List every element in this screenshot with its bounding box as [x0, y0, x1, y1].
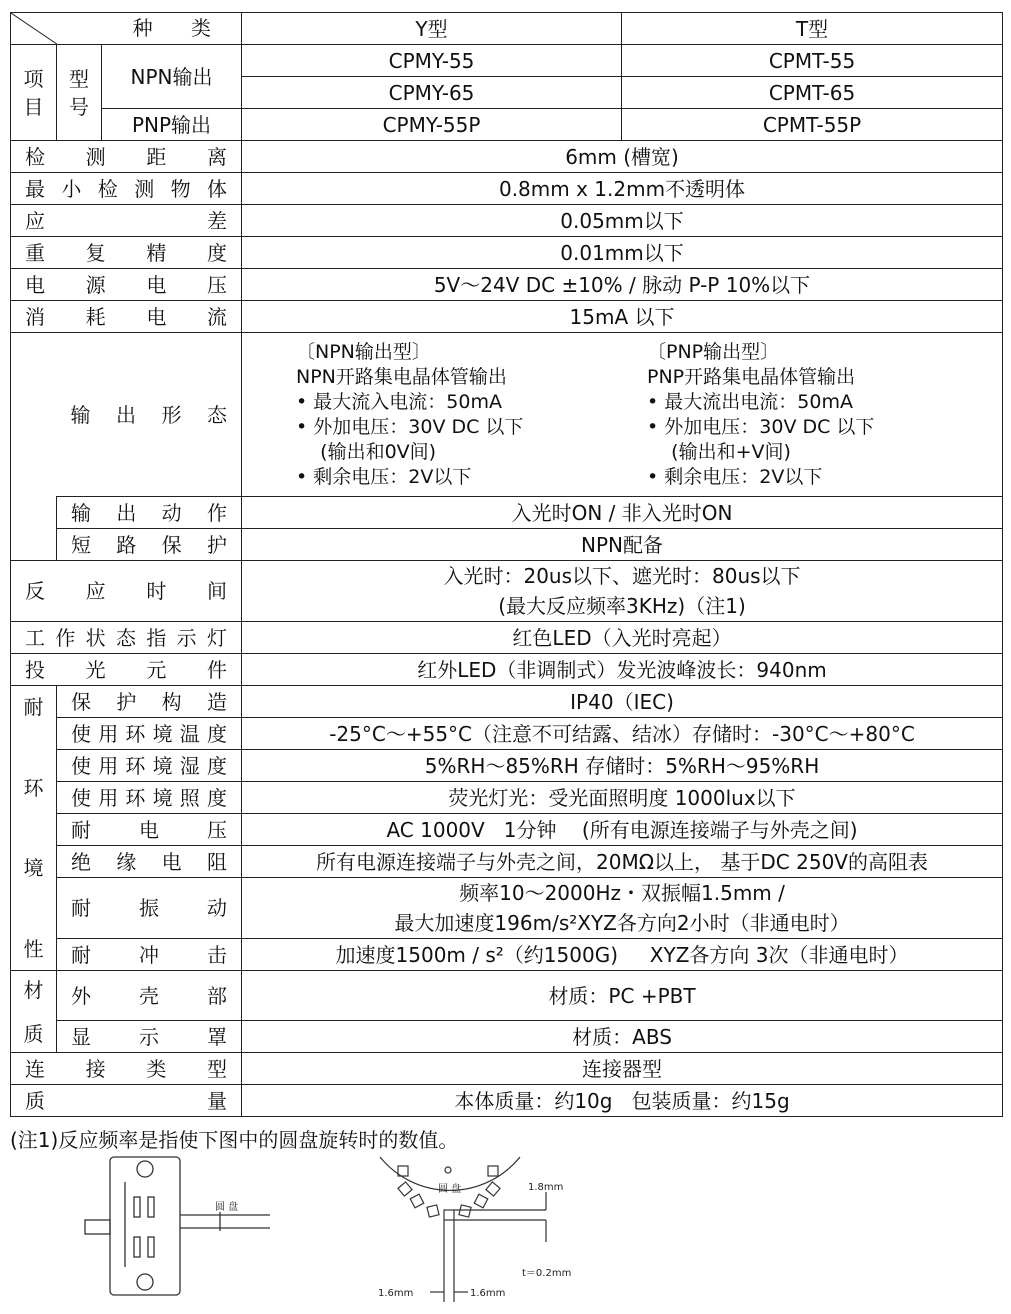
- connection-value: 连接器型: [242, 1053, 1003, 1085]
- model-cell: CPMY-55P: [242, 109, 622, 141]
- row-value-voltage: 5V～24V DC ±10% / 脉动 P-P 10%以下: [242, 269, 1003, 301]
- indicator-label: 工作状态指示灯: [11, 622, 242, 654]
- emitter-value: 红外LED（非调制式）发光波峰波长：940nm: [242, 654, 1003, 686]
- npn-output-label: NPN输出: [102, 45, 242, 109]
- dim-right: 1.6mm: [470, 1288, 506, 1299]
- row-value-min-object: 0.8mm x 1.2mm不透明体: [242, 173, 1003, 205]
- col-t-header: T型: [622, 13, 1003, 45]
- env-value: -25°C～+55°C（注意不可结露、结冰）存储时：-30°C～+80°C: [242, 718, 1003, 750]
- env-value: 荧光灯光：受光面照明度 1000lux以下: [242, 782, 1003, 814]
- output-form-value: [242, 333, 1003, 497]
- row-value-repeat: 0.01mm以下: [242, 237, 1003, 269]
- response-label: 反应时间: [11, 561, 242, 622]
- model-cell: CPMY-65: [242, 77, 622, 109]
- cover-value: 材质：ABS: [242, 1021, 1003, 1053]
- shock-label: 耐冲击: [57, 939, 242, 971]
- env-label: 使用环境温度: [57, 718, 242, 750]
- env-value: 5%RH～85%RH 存储时：5%RH～95%RH: [242, 750, 1003, 782]
- dim-thickness: t＝0.2mm: [522, 1268, 572, 1279]
- env-label: 使用环境湿度: [57, 750, 242, 782]
- env-value: IP40（IEC): [242, 686, 1003, 718]
- env-value: AC 1000V 1分钟 (所有电源连接端子与外壳之间): [242, 814, 1003, 846]
- shock-value: 加速度1500m / s²（约1500G) XYZ各方向 3次（非通电时）: [242, 939, 1003, 971]
- model-cell: CPMT-65: [622, 77, 1003, 109]
- kind-header-cell: [11, 13, 242, 45]
- spec-table: [10, 12, 1003, 1117]
- footnote: (注1)反应频率是指使下图中的圆盘旋转时的数值。: [10, 1128, 459, 1152]
- weight-label: 质量: [11, 1085, 242, 1117]
- row-label-voltage: 电源电压: [11, 269, 242, 301]
- emitter-label: 投光元件: [11, 654, 242, 686]
- output-side-cell: [11, 333, 57, 561]
- env-value: 所有电源连接端子与外壳之间，20MΩ以上， 基于DC 250V的高阻表: [242, 846, 1003, 878]
- response-value: 入光时：20us以下、遮光时：80us以下 (最大反应频率3KHz)（注1): [242, 561, 1003, 622]
- cover-label: 显示罩: [57, 1021, 242, 1053]
- model-cell: CPMY-55: [242, 45, 622, 77]
- material-side-label: 材 质: [11, 971, 57, 1053]
- env-label: 绝缘电阻: [57, 846, 242, 878]
- case-value: 材质：PC +PBT: [242, 971, 1003, 1021]
- dim-left: 1.6mm: [378, 1288, 414, 1299]
- vibration-label: 耐振动: [57, 878, 242, 939]
- row-value-current: 15mA 以下: [242, 301, 1003, 333]
- col-y-header: Y型: [242, 13, 622, 45]
- short-protection-label: 短路保护: [57, 529, 242, 561]
- disk-dimension-diagram: [360, 1152, 600, 1302]
- model-cell: CPMT-55: [622, 45, 1003, 77]
- weight-value: 本体质量：约10g 包装质量：约15g: [242, 1085, 1003, 1117]
- model-label: 型 号: [57, 45, 102, 141]
- kind-label: 种 类: [132, 16, 228, 40]
- row-label-hysteresis: 应差: [11, 205, 242, 237]
- row-label-distance: 检测距离: [11, 141, 242, 173]
- row-value-distance: 6mm (槽宽): [242, 141, 1003, 173]
- model-cell: CPMT-55P: [622, 109, 1003, 141]
- output-action-value: 入光时ON / 非入光时ON: [242, 497, 1003, 529]
- sensor-side-diagram: [70, 1152, 290, 1302]
- disk-label-left: 圆 盘: [215, 1202, 239, 1213]
- item-label: 项 目: [11, 45, 57, 141]
- env-label: 耐电压: [57, 814, 242, 846]
- row-value-hysteresis: 0.05mm以下: [242, 205, 1003, 237]
- row-label-current: 消耗电流: [11, 301, 242, 333]
- dim-1-8: 1.8mm: [528, 1182, 564, 1193]
- env-side-label: 耐 环 境 性: [11, 686, 57, 971]
- row-label-min-object: 最小检测物体: [11, 173, 242, 205]
- pnp-output-spec: 〔PNP输出型〕 PNP开路集电晶体管输出 • 最大流出电流：50mA • 外加电压：30V DC 以下 (输出和+V间) • 剩余电压：2V以下: [647, 340, 875, 488]
- disk-label-right: 圆 盘: [438, 1184, 462, 1195]
- short-protection-value: NPN配备: [242, 529, 1003, 561]
- env-label: 保护构造: [57, 686, 242, 718]
- env-label: 使用环境照度: [57, 782, 242, 814]
- npn-output-spec: 〔NPN输出型〕 NPN开路集电晶体管输出 • 最大流入电流：50mA • 外加电压：30V DC 以下 (输出和0V间) • 剩余电压：2V以下: [296, 340, 524, 488]
- case-label: 外壳部: [57, 971, 242, 1021]
- vibration-value: 频率10～2000Hz・双振幅1.5mm / 最大加速度196m/s²XYZ各方向2小时（非通电时）: [242, 878, 1003, 939]
- indicator-value: 红色LED（入光时亮起）: [242, 622, 1003, 654]
- output-action-label: 输出动作: [57, 497, 242, 529]
- row-label-repeat: 重复精度: [11, 237, 242, 269]
- pnp-output-label: PNP输出: [102, 109, 242, 141]
- output-form-label: 输出形态: [57, 333, 242, 497]
- connection-label: 连接类型: [11, 1053, 242, 1085]
